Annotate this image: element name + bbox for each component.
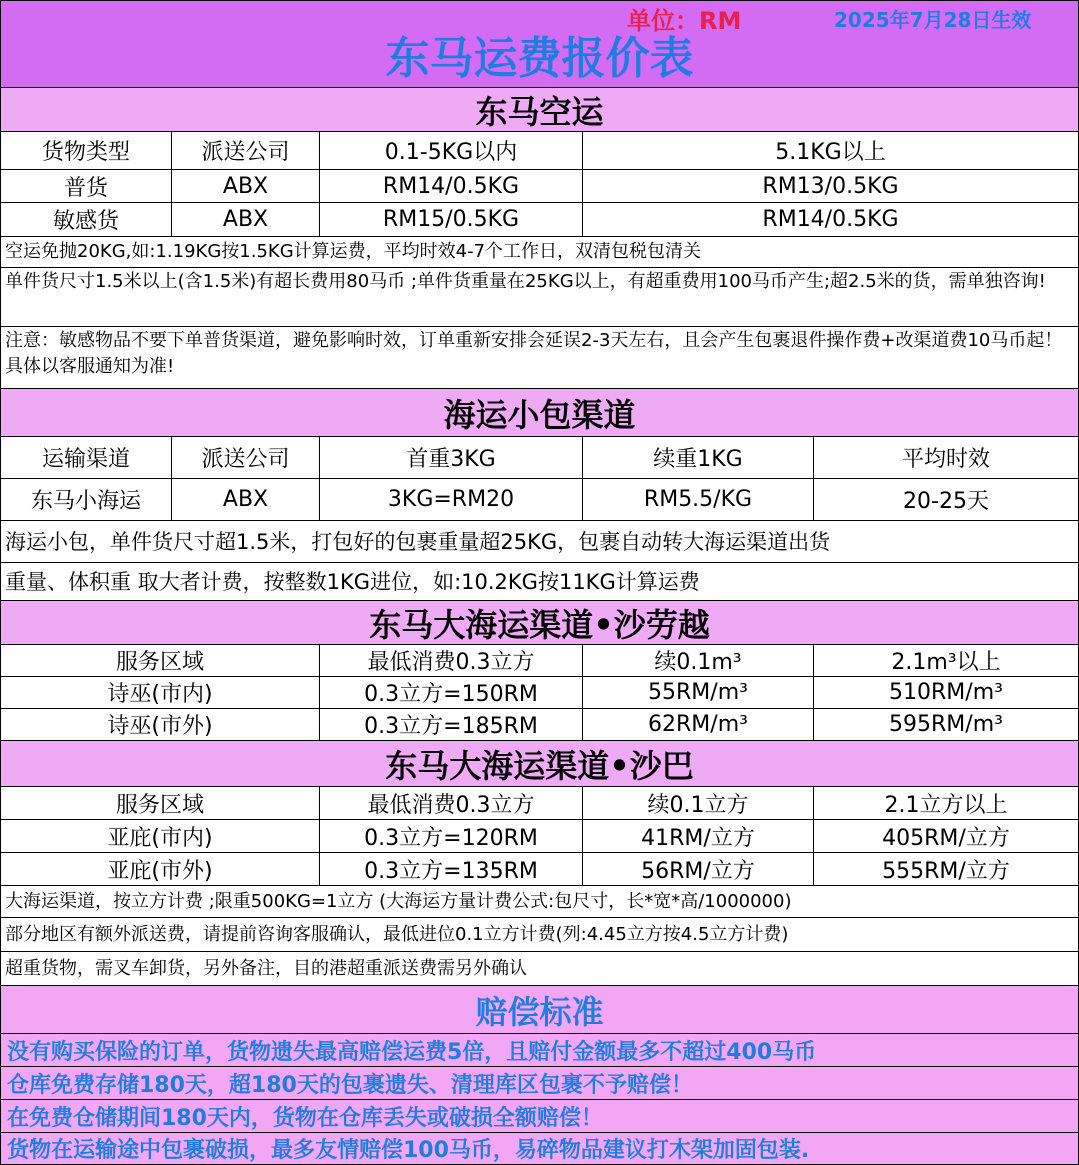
table-row bbox=[1, 203, 1078, 237]
table-cell: 56RM/立方 bbox=[582, 853, 813, 885]
table-header-cell: 0.1-5KG以内 bbox=[319, 132, 582, 169]
table-header-cell: 派送公司 bbox=[171, 437, 319, 478]
table-row bbox=[1, 479, 1078, 521]
table-header-cell: 2.1立方以上 bbox=[813, 787, 1078, 819]
table-header-cell: 最低消费0.3立方 bbox=[319, 645, 582, 676]
sarawak-header-row bbox=[1, 645, 1078, 677]
table-header-cell: 运输渠道 bbox=[41, 447, 130, 472]
compensation-item: 仓库免费存储180天，超180天的包裹遗失、清理库区包裹不予赔偿！ bbox=[1, 1067, 1078, 1100]
table-cell: RM14/0.5KG bbox=[319, 170, 582, 202]
table-cell: 0.3立方=120RM bbox=[319, 820, 582, 852]
sea-small-header-row bbox=[1, 437, 1078, 479]
table-header-cell: 服务区域 bbox=[115, 792, 204, 818]
compensation-item: 货物在运输途中包裹破损，最多友情赔偿100马币，易碎物品建议打木架加固包装. bbox=[1, 1133, 1078, 1164]
table-row bbox=[1, 170, 1078, 203]
air-note: 空运免抛20KG,如:1.19KG按1.5KG计算运费，平均时效4-7个工作日，双清包税包清关 bbox=[1, 237, 1078, 268]
table-row bbox=[1, 820, 1078, 853]
table-cell: 敏感货 bbox=[52, 209, 119, 234]
table-cell: 3KG=RM20 bbox=[319, 479, 582, 520]
section-title-sea-small: 海运小包渠道 bbox=[1, 389, 1078, 437]
table-header-cell: 平均时效 bbox=[813, 437, 1078, 478]
table-cell: ABX bbox=[171, 203, 319, 236]
compensation-item: 在免费仓储期间180天内，货物在仓库丢失或破损全额赔偿！ bbox=[1, 1100, 1078, 1133]
sabah-header-row bbox=[1, 787, 1078, 820]
table-cell: 0.3立方=135RM bbox=[319, 853, 582, 885]
table-cell: 55RM/m³ bbox=[582, 677, 813, 708]
table-cell: 41RM/立方 bbox=[582, 820, 813, 852]
table-header-cell: 服务区域 bbox=[115, 650, 204, 675]
table-cell: 20-25天 bbox=[813, 479, 1078, 520]
table-cell: 405RM/立方 bbox=[813, 820, 1078, 852]
table-cell: 0.3立方=185RM bbox=[319, 709, 582, 740]
table-row bbox=[1, 677, 1078, 709]
air-note: 单件货尺寸1.5米以上(含1.5米)有超长费用80马币 ;单件货重量在25KG以上，有超重费用100马币产生;超2.5米的货，需单独咨询! bbox=[1, 268, 1078, 327]
table-cell: 诗巫(市内) bbox=[107, 682, 213, 707]
table-cell: 62RM/m³ bbox=[582, 709, 813, 740]
table-header-cell: 首重3KG bbox=[319, 437, 582, 478]
section-title-air: 东马空运 bbox=[1, 88, 1078, 132]
table-header-cell: 续重1KG bbox=[582, 437, 813, 478]
table-cell: 东马小海运 bbox=[30, 489, 141, 514]
table-cell: RM13/0.5KG bbox=[582, 170, 1078, 202]
table-cell: RM15/0.5KG bbox=[319, 203, 582, 236]
sea-small-note: 海运小包，单件货尺寸超1.5米，打包好的包裹重量超25KG，包裹自动转大海运渠道出货 bbox=[1, 521, 1078, 563]
sabah-note: 超重货物，需叉车卸货，另外备注，目的港超重派送费需另外确认 bbox=[1, 952, 1078, 986]
table-header-cell: 最低消费0.3立方 bbox=[319, 787, 582, 819]
table-cell: 595RM/m³ bbox=[813, 709, 1078, 740]
table-header-cell: 续0.1立方 bbox=[582, 787, 813, 819]
table-row bbox=[1, 853, 1078, 886]
table-cell: 诗巫(市外) bbox=[107, 714, 213, 739]
compensation-item: 没有购买保险的订单，货物遗失最高赔偿运费5倍，且赔付金额最多不超过400马币 bbox=[1, 1034, 1078, 1067]
table-cell: 0.3立方=150RM bbox=[319, 677, 582, 708]
table-cell: ABX bbox=[171, 170, 319, 202]
table-cell: 555RM/立方 bbox=[813, 853, 1078, 885]
table-cell: ABX bbox=[171, 479, 319, 520]
table-header-cell: 派送公司 bbox=[171, 132, 319, 169]
table-header-cell: 货物类型 bbox=[41, 140, 130, 165]
table-header-cell: 续0.1m³ bbox=[582, 645, 813, 676]
air-header-row bbox=[1, 132, 1078, 170]
unit-label: 单位：RM bbox=[627, 7, 742, 35]
table-header-cell: 2.1m³以上 bbox=[813, 645, 1078, 676]
section-title-sarawak: 东马大海运渠道•沙劳越 bbox=[1, 601, 1078, 645]
sheet-header bbox=[1, 1, 1078, 88]
effective-date: 2025年7月28日生效 bbox=[834, 8, 1032, 32]
table-cell: RM14/0.5KG bbox=[582, 203, 1078, 236]
sabah-note: 大海运渠道，按立方计费 ;限重500KG=1立方 (大海运方量计费公式:包尺寸，长*宽*高/1000000) bbox=[1, 886, 1078, 918]
sea-small-note: 重量、体积重 取大者计费，按整数1KG进位，如:10.2KG按11KG计算运费 bbox=[1, 563, 1078, 601]
page-title: 东马运费报价表 bbox=[385, 33, 694, 84]
table-cell: RM5.5/KG bbox=[582, 479, 813, 520]
table-cell: 普货 bbox=[63, 175, 108, 201]
sabah-note: 部分地区有额外派送费，请提前咨询客服确认，最低进位0.1立方计费(列:4.45立方按4.5立方计费) bbox=[1, 918, 1078, 952]
table-cell: 亚庇(市内) bbox=[107, 825, 213, 851]
section-title-sabah: 东马大海运渠道•沙巴 bbox=[1, 741, 1078, 787]
table-row bbox=[1, 709, 1078, 741]
air-note: 注意：敏感物品不要下单普货渠道，避免影响时效，订单重新安排会延误2-3天左右，且会产生包裹退件操作费+改渠道费10马币起！ 具体以客服通知为准! bbox=[1, 327, 1078, 389]
section-title-compensation: 赔偿标准 bbox=[1, 986, 1078, 1034]
table-header-cell: 5.1KG以上 bbox=[582, 132, 1078, 169]
table-cell: 510RM/m³ bbox=[813, 677, 1078, 708]
table-cell: 亚庇(市外) bbox=[107, 858, 213, 884]
